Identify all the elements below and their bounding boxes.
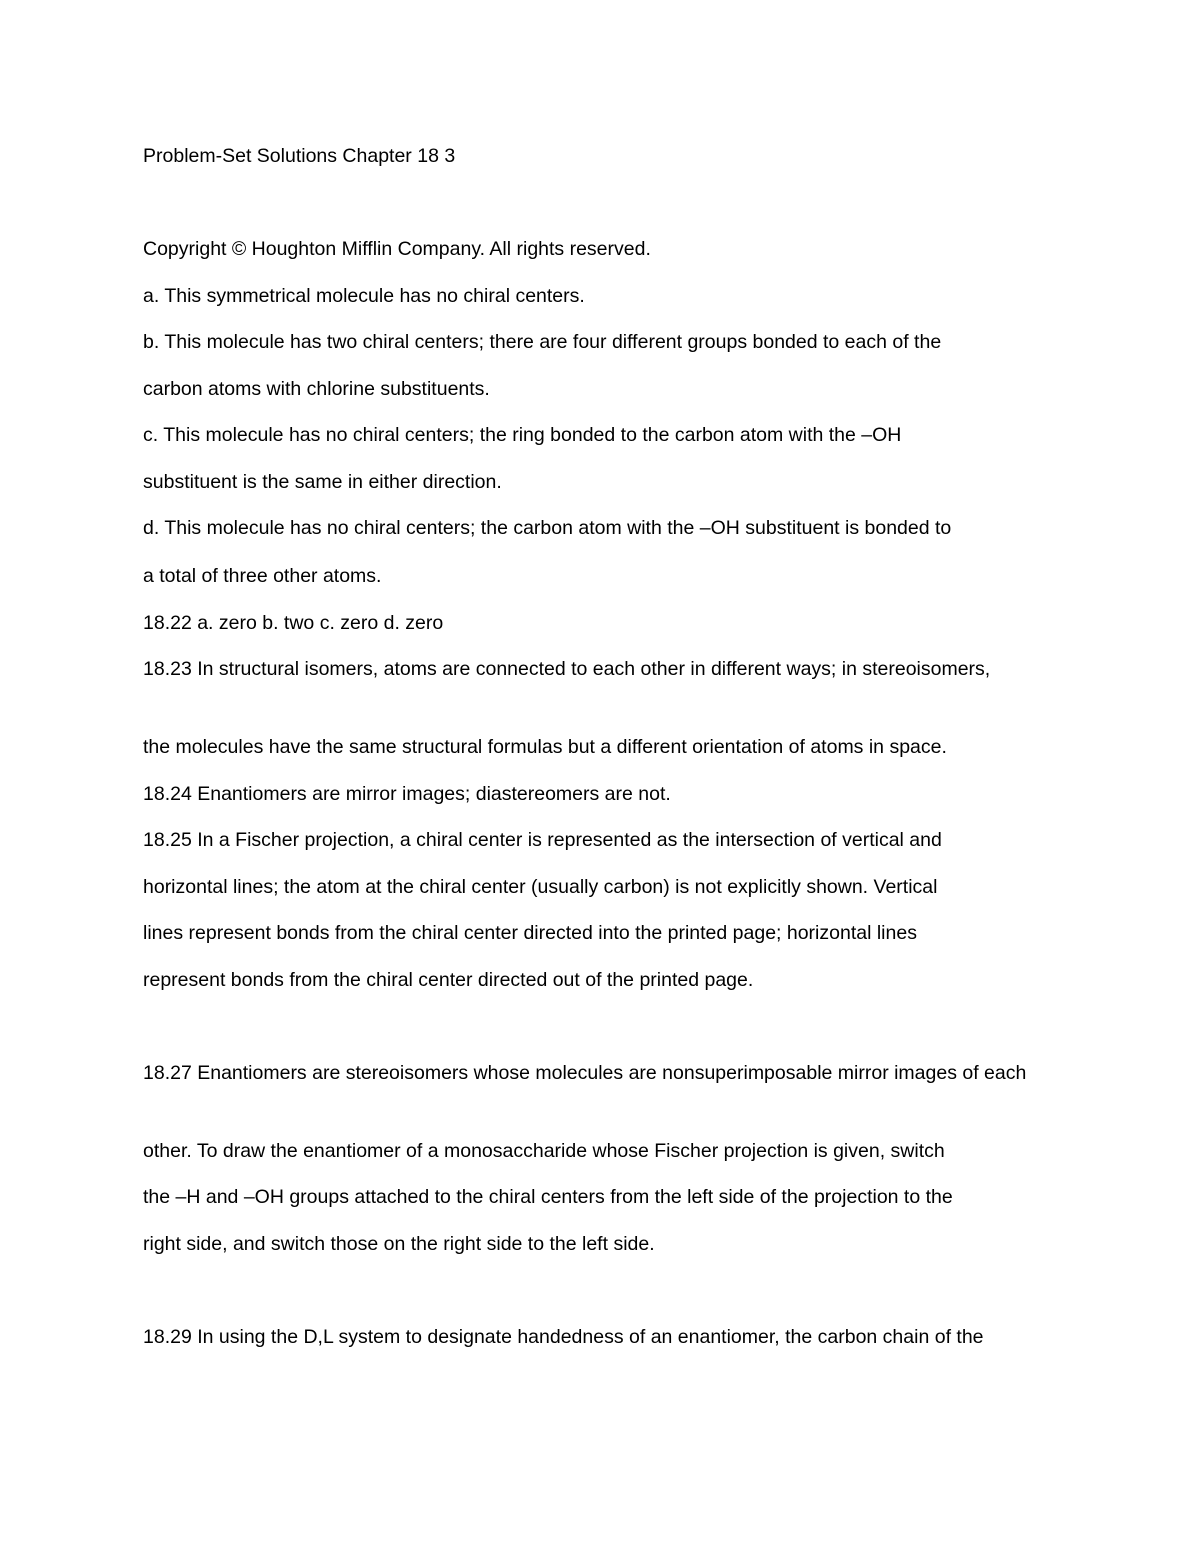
answer-18-25-line-4: represent bonds from the chiral center directed out of the printed page. xyxy=(143,969,754,991)
answer-18-27-line-4: right side, and switch those on the right side to the left side. xyxy=(143,1233,655,1255)
answer-18-24: 18.24 Enantiomers are mirror images; diastereomers are not. xyxy=(143,783,671,805)
answer-18-25-line-3: lines represent bonds from the chiral center directed into the printed page; horizontal lines xyxy=(143,922,917,944)
answer-18-23-line-2: the molecules have the same structural formulas but a different orientation of atoms in space. xyxy=(143,736,947,758)
answer-18-27-line-1: 18.27 Enantiomers are stereoisomers whose molecules are nonsuperimposable mirror images of each xyxy=(143,1062,1027,1084)
answer-18-23-line-1: 18.23 In structural isomers, atoms are connected to each other in different ways; in stereoisomers, xyxy=(143,658,991,680)
answer-18-29-line-1: 18.29 In using the D,L system to designate handedness of an enantiomer, the carbon chain of the xyxy=(143,1326,984,1348)
answer-18-25-line-2: horizontal lines; the atom at the chiral center (usually carbon) is not explicitly shown. Vertical xyxy=(143,876,938,898)
answer-d-line-2: a total of three other atoms. xyxy=(143,565,382,587)
answer-18-27-line-3: the –H and –OH groups attached to the chiral centers from the left side of the projection to the xyxy=(143,1186,953,1208)
answer-18-22: 18.22 a. zero b. two c. zero d. zero xyxy=(143,612,444,634)
answer-b-line-1: b. This molecule has two chiral centers; there are four different groups bonded to each of the xyxy=(143,331,942,353)
answer-b-line-2: carbon atoms with chlorine substituents. xyxy=(143,378,490,400)
answer-a: a. This symmetrical molecule has no chiral centers. xyxy=(143,285,585,307)
answer-c-line-2: substituent is the same in either direction. xyxy=(143,471,502,493)
copyright-line: Copyright © Houghton Mifflin Company. All rights reserved. xyxy=(143,238,651,260)
answer-d-line-1: d. This molecule has no chiral centers; the carbon atom with the –OH substituent is bonded to xyxy=(143,517,952,539)
answer-18-27-line-2: other. To draw the enantiomer of a monosaccharide whose Fischer projection is given, switch xyxy=(143,1140,945,1162)
page-header: Problem-Set Solutions Chapter 18 3 xyxy=(143,145,456,167)
answer-18-25-line-1: 18.25 In a Fischer projection, a chiral center is represented as the intersection of vertical and xyxy=(143,829,942,851)
answer-c-line-1: c. This molecule has no chiral centers; the ring bonded to the carbon atom with the –OH xyxy=(143,424,902,446)
